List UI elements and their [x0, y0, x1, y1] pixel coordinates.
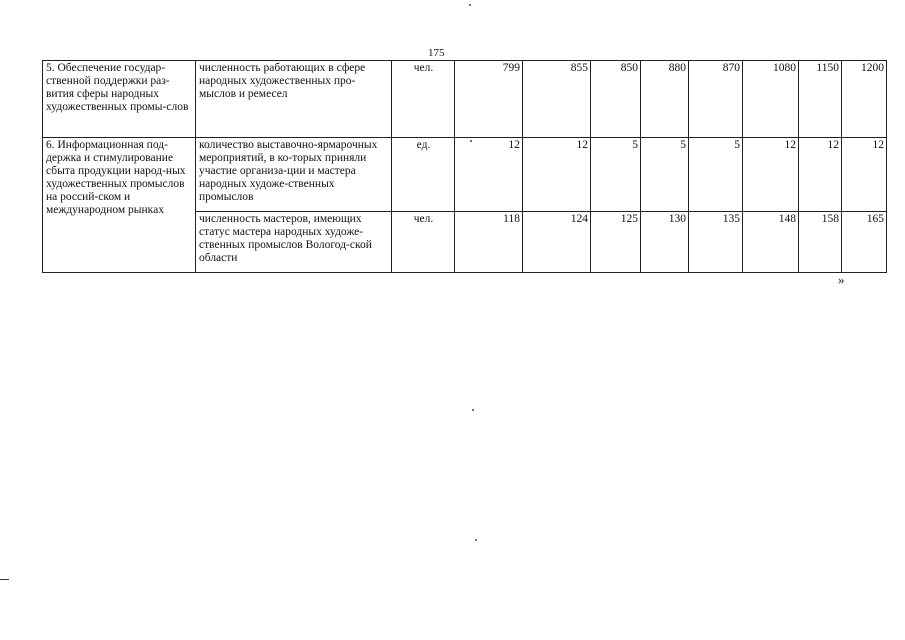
value-cell: 12 [743, 138, 799, 212]
value-cell: 118 [455, 212, 523, 273]
closing-quote: » [838, 272, 845, 287]
margin-dash [0, 579, 9, 580]
value-cell: 850 [591, 61, 641, 138]
value-cell: 12 [455, 138, 523, 212]
indicator-cell: численность мастеров, имеющих статус мастера народных художе-ственных промыслов Вологод-ской области [196, 212, 392, 273]
indicators-table [42, 60, 887, 273]
value-cell: 1200 [842, 61, 887, 138]
value-cell: 12 [799, 138, 842, 212]
indicator-cell: численность работающих в сфере народных художественных про-мыслов и ремесел [196, 61, 392, 138]
value-cell: 12 [842, 138, 887, 212]
scan-speck [469, 4, 471, 6]
value-cell: 880 [641, 61, 689, 138]
value-cell: 1080 [743, 61, 799, 138]
value-cell: 12 [523, 138, 591, 212]
value-cell: 870 [689, 61, 743, 138]
table-row [43, 61, 887, 138]
value-cell: 130 [641, 212, 689, 273]
value-cell: 158 [799, 212, 842, 273]
value-cell: 1150 [799, 61, 842, 138]
value-cell: 125 [591, 212, 641, 273]
value-cell: 165 [842, 212, 887, 273]
unit-cell: ед. [392, 138, 455, 212]
unit-cell: чел. [392, 61, 455, 138]
value-cell: 5 [591, 138, 641, 212]
scan-speck [472, 409, 474, 411]
value-cell: 148 [743, 212, 799, 273]
unit-cell: чел. [392, 212, 455, 273]
value-cell: 135 [689, 212, 743, 273]
scan-speck [470, 140, 472, 142]
task-cell: 5. Обеспечение государ-ственной поддержки раз-вития сферы народных художественных промы-слов [43, 61, 196, 138]
page-number: 175 [428, 47, 445, 59]
value-cell: 855 [523, 61, 591, 138]
value-cell: 124 [523, 212, 591, 273]
value-cell: 5 [641, 138, 689, 212]
scan-speck [475, 539, 477, 541]
indicator-cell: количество выставочно-ярмарочных мероприятий, в ко-торых приняли участие организа-ции и мастера народных художе-ственных промыслов [196, 138, 392, 212]
value-cell: 799 [455, 61, 523, 138]
value-cell: 5 [689, 138, 743, 212]
task-cell: 6. Информационная под-держка и стимулирование сбыта продукции народ-ных художественных промыслов на россий-ском и международном рынках [43, 138, 196, 273]
table-row [43, 138, 887, 212]
